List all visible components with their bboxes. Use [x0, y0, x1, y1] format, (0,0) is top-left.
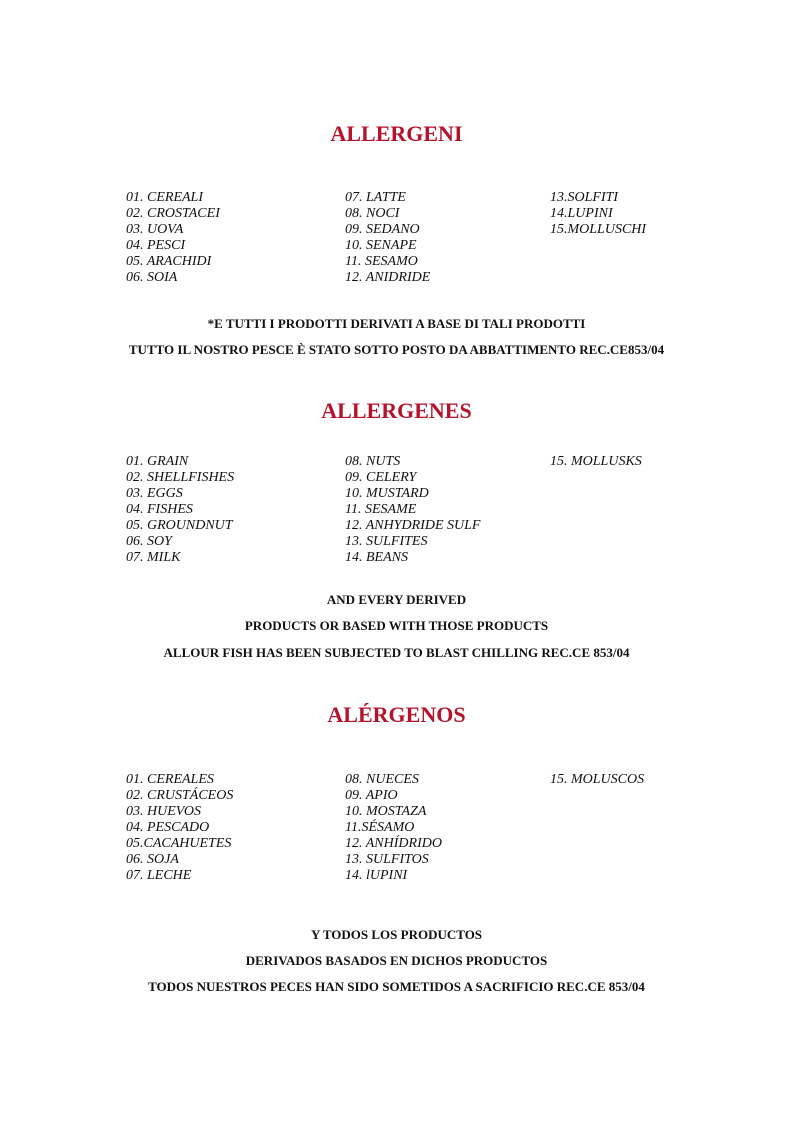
allergen-item: 05. ARACHIDI: [126, 254, 212, 269]
allergen-item: 10. SENAPE: [345, 238, 417, 253]
allergen-item: 06. SOIA: [126, 270, 178, 285]
allergen-item: 13. SULFITES: [345, 534, 428, 549]
allergen-item: 06. SOJA: [126, 852, 179, 867]
allergen-column: [550, 772, 644, 788]
allergen-item: 02. CRUSTÁCEOS: [126, 788, 234, 803]
allergen-item: 08. NUECES: [345, 772, 419, 787]
allergen-item: 02. CROSTACEI: [126, 206, 220, 221]
allergen-item: 12. ANIDRIDE: [345, 270, 431, 285]
allergen-column: [126, 772, 233, 884]
allergen-item: 03. HUEVOS: [126, 804, 202, 819]
section-note: TUTTO IL NOSTRO PESCE È STATO SOTTO POSTO DA ABBATTIMENTO REC.CE853/04: [128, 342, 665, 357]
allergen-item: 04. PESCI: [126, 238, 186, 253]
section-title-spanish: ALÉRGENOS: [327, 702, 466, 727]
allergen-item: 08. NUTS: [345, 454, 401, 469]
allergen-column: [345, 454, 480, 566]
section-note: *E TUTTI I PRODOTTI DERIVATI A BASE DI TALI PRODOTTI: [207, 316, 586, 331]
allergen-item: 13.SOLFITI: [550, 190, 619, 205]
allergen-column: [345, 772, 442, 884]
allergen-column: [550, 190, 646, 238]
allergen-item: 11.SÉSAMO: [345, 820, 415, 835]
allergen-item: 13. SULFITOS: [345, 852, 429, 867]
allergen-item: 07. LECHE: [126, 868, 192, 883]
allergen-column: [126, 190, 220, 286]
allergen-item: 15. MOLUSCOS: [550, 772, 645, 787]
section-title-italian: ALLERGENI: [330, 121, 463, 146]
allergen-item: 15. MOLLUSKS: [550, 454, 642, 469]
allergen-item: 05. GROUNDNUT: [126, 518, 233, 533]
allergen-item: 04. PESCADO: [126, 820, 210, 835]
allergen-item: 15.MOLLUSCHI: [550, 222, 647, 237]
allergen-item: 09. CELERY: [345, 470, 417, 485]
allergen-item: 10. MOSTAZA: [345, 804, 427, 819]
allergen-item: 11. SESAME: [345, 502, 417, 517]
allergen-column: [126, 454, 234, 566]
section-note: Y TODOS LOS PRODUCTOS: [310, 927, 483, 942]
allergen-item: 08. NOCI: [345, 206, 400, 221]
allergen-item: 14. lUPINI: [345, 868, 408, 883]
section-note: TODOS NUESTROS PECES HAN SIDO SOMETIDOS A SACRIFICIO REC.CE 853/04: [148, 979, 645, 994]
section-note: ALLOUR FISH HAS BEEN SUBJECTED TO BLAST CHILLING REC.CE 853/04: [163, 645, 630, 660]
allergen-item: 06. SOY: [126, 534, 172, 549]
allergen-item: 14. BEANS: [345, 550, 408, 565]
allergen-item: 01. CEREALI: [126, 190, 203, 205]
allergen-item: 05.CACAHUETES: [126, 836, 232, 851]
allergen-item: 04. FISHES: [126, 502, 193, 517]
section-title-english: ALLERGENES: [321, 398, 472, 423]
section-note: DERIVADOS BASADOS EN DICHOS PRODUCTOS: [245, 953, 548, 968]
allergen-item: 01. GRAIN: [126, 454, 189, 469]
allergen-item: 07. MILK: [126, 550, 181, 565]
allergen-item: 09. SEDANO: [345, 222, 420, 237]
allergen-column: [345, 190, 430, 286]
allergen-item: 03. EGGS: [126, 486, 183, 501]
allergen-item: 09. APIO: [345, 788, 398, 803]
allergen-item: 12. ANHYDRIDE SULF: [345, 518, 481, 533]
allergen-item: 12. ANHÍDRIDO: [345, 836, 442, 851]
allergen-item: 14.LUPINI: [550, 206, 613, 221]
allergen-column: [550, 454, 642, 470]
allergen-item: 10. MUSTARD: [345, 486, 429, 501]
allergen-item: 02. SHELLFISHES: [126, 470, 235, 485]
section-note: AND EVERY DERIVED: [326, 592, 467, 607]
allergen-item: 11. SESAMO: [345, 254, 418, 269]
allergen-item: 03. UOVA: [126, 222, 184, 237]
allergen-item: 01. CEREALES: [126, 772, 214, 787]
allergen-item: 07. LATTE: [345, 190, 406, 205]
section-note: PRODUCTS OR BASED WITH THOSE PRODUCTS: [244, 618, 549, 633]
